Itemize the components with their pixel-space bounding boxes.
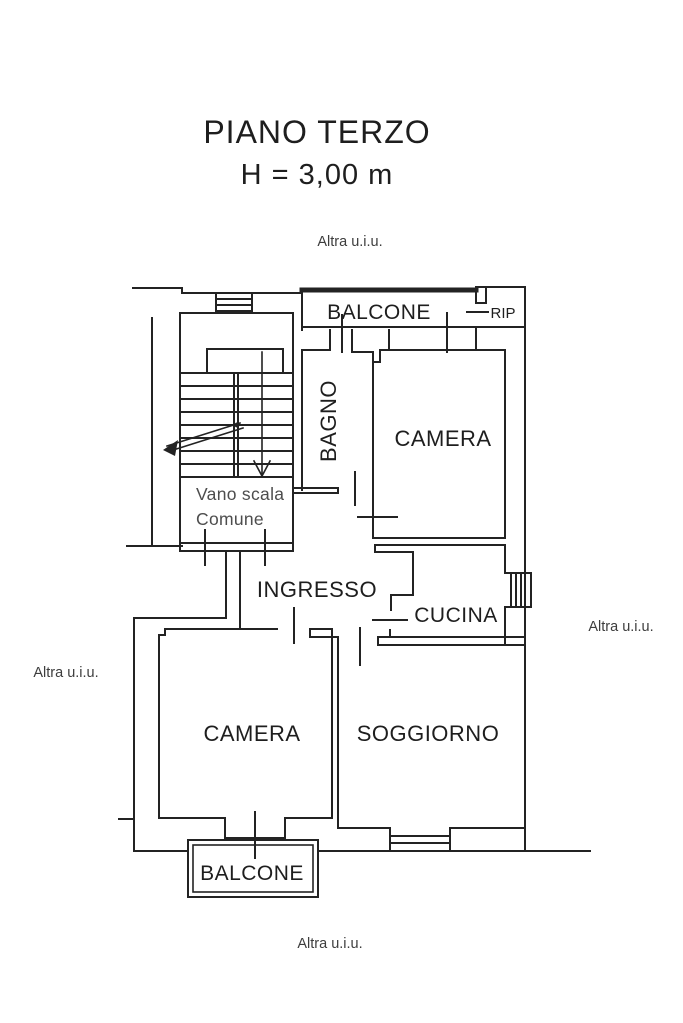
neighbor-label-bottom: Altra u.i.u.	[297, 936, 363, 952]
room-label-bagno: BAGNO	[316, 380, 341, 462]
room-label-balcone-bottom: BALCONE	[200, 862, 304, 885]
stair-landing-dot	[235, 423, 240, 428]
plan-title: PIANO TERZO	[203, 114, 431, 150]
stairwell-label-line2: Comune	[196, 509, 264, 529]
room-label-rip: RIP	[490, 305, 516, 322]
room-label-ingresso: INGRESSO	[256, 577, 378, 602]
room-label-balcone-top: BALCONE	[327, 301, 431, 324]
neighbor-label-top: Altra u.i.u.	[317, 234, 383, 250]
room-label-cucina: CUCINA	[414, 604, 498, 627]
upper-rooms-walls	[293, 287, 525, 851]
stairwell-label-line1: Vano scala	[196, 484, 285, 504]
neighbor-label-left: Altra u.i.u.	[33, 665, 99, 681]
plan-height-subtitle: H = 3,00 m	[240, 159, 394, 191]
room-label-camera-bottom: CAMERA	[203, 721, 301, 746]
stair-direction-arrows	[167, 352, 270, 476]
room-label-soggiorno: SOGGIORNO	[356, 721, 500, 746]
room-label-camera-top: CAMERA	[394, 426, 492, 451]
neighbor-label-right: Altra u.i.u.	[588, 619, 654, 635]
stair-arrow-head	[163, 440, 178, 456]
stairwell-and-exterior-walls	[119, 288, 302, 851]
